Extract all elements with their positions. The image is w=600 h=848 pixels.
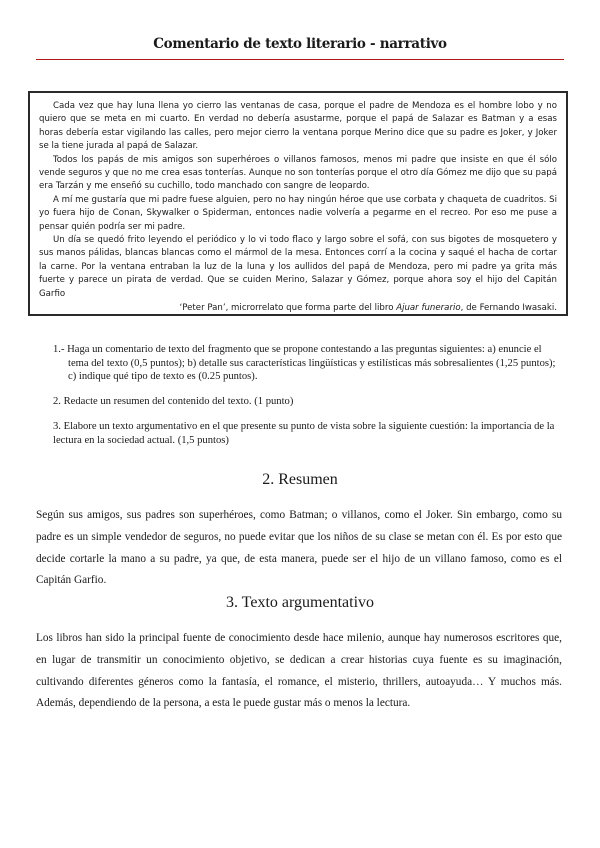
attribution-book-title: Ajuar funerario	[396, 303, 461, 314]
excerpt-box	[28, 91, 568, 316]
attribution-author: , de Fernando Iwasaki.	[460, 303, 557, 314]
argument-heading: 3. Texto argumentativo	[225, 594, 375, 611]
question-item: 2. Redacte un resumen del contenido del texto. (1 punto)	[53, 396, 294, 408]
question-item: 1.- Haga un comentario de texto del fragmento que se propone contestando a las preguntas siguientes: a) enuncie el tema del texto (0,5 puntos); b) detalle sus características lingüísticas y estilísticas más sobresalientes (1,25 puntos); c) indique qué tipo de texto es (0.25 puntos).	[53, 344, 556, 383]
excerpt-paragraph: A mí me gustaría que mi padre fuese alguien, pero no hay ningún héroe que use corbata y chaqueta de cuadritos. Si yo fuera hijo de Conan, Skywalker o Spiderman, entonces nadie volvería a pegarme en el recreo. Por eso me puse a pensar quién podría ser mi padre.	[39, 194, 557, 232]
attribution-story-title: ‘Peter Pan’	[179, 303, 226, 314]
argument-text: Los libros han sido la principal fuente de conocimiento desde hace milenio, aunque hay numerosos escritores que, en lugar de transmitir un conocimiento objetivo, se dedican a crear historias cuya fuente es su imaginación, cultivando diferentes géneros como la fantasía, el romance, el misterio, thrillers, autoayuda… Y muchos más. Además, dependiendo de la persona, a esta le puede gustar más o menos la lectura.	[36, 632, 562, 710]
excerpt-paragraph: Cada vez que hay luna llena yo cierro las ventanas de casa, porque el padre de Mendoza es el hombre lobo y no quiero que se meta en mi cuarto. En verdad no debería asustarme, porque el papá de Salazar es Batman y a esas horas debería estar vigilando las calles, pero mejor cierro la ventana porque Merino dice que su padre es Joker, y Joker se la tiene jurada al papá de Salazar.	[39, 101, 557, 152]
question-item: 3. Elabore un texto argumentativo en el que presente su punto de vista sobre la siguiente cuestión: la importancia de la lectura en la sociedad actual. (1,5 puntos)	[53, 420, 555, 446]
excerpt-attribution	[39, 302, 557, 315]
header-divider	[36, 59, 564, 60]
summary-text: Según sus amigos, sus padres son superhéroes, como Batman; o villanos, como el Joker. Sin embargo, como su padre es un simple vendedor de seguros, no puede evitar que los niños de su clase se metan con él. Es por esto que decide cortarle la mano a su padre, ya que, de esta manera, puede ser el hijo de un villano famoso, como es el Capitán Garfio.	[36, 509, 562, 587]
page-title: Comentario de texto literario - narrativo	[153, 36, 447, 52]
questions-list	[53, 343, 563, 458]
excerpt-paragraph: Un día se quedó frito leyendo el periódico y lo vi todo flaco y largo sobre el sofá, con sus bigotes de mosquetero y sus manos pálidas, blancas blancas como el mármol de la mesa. Entonces corrí a la cocina y saqué el hacha de cortar la carne. Por la ventana entraban la luz de la luna y los aullidos del papá de Mendoza, pero mi padre ya grita más fuerte y parece un pirata de verdad. Que se cuiden Merino, Salazar y Gómez, porque ahora soy el hijo del Capitán Garfio	[39, 235, 557, 299]
excerpt-paragraph: Todos los papás de mis amigos son superhéroes o villanos famosos, menos mi padre que insiste en que él sólo vende seguros y que no me crea esas tonterías. Aunque no son tonterías porque el otro día Gómez me dijo que su papá era Tarzán y me enseñó su cuchillo, todo manchado con sangre de leopardo.	[39, 154, 557, 192]
attribution-middle: , microrrelato que forma parte del libro	[225, 303, 397, 314]
summary-heading: 2. Resumen	[262, 471, 338, 488]
